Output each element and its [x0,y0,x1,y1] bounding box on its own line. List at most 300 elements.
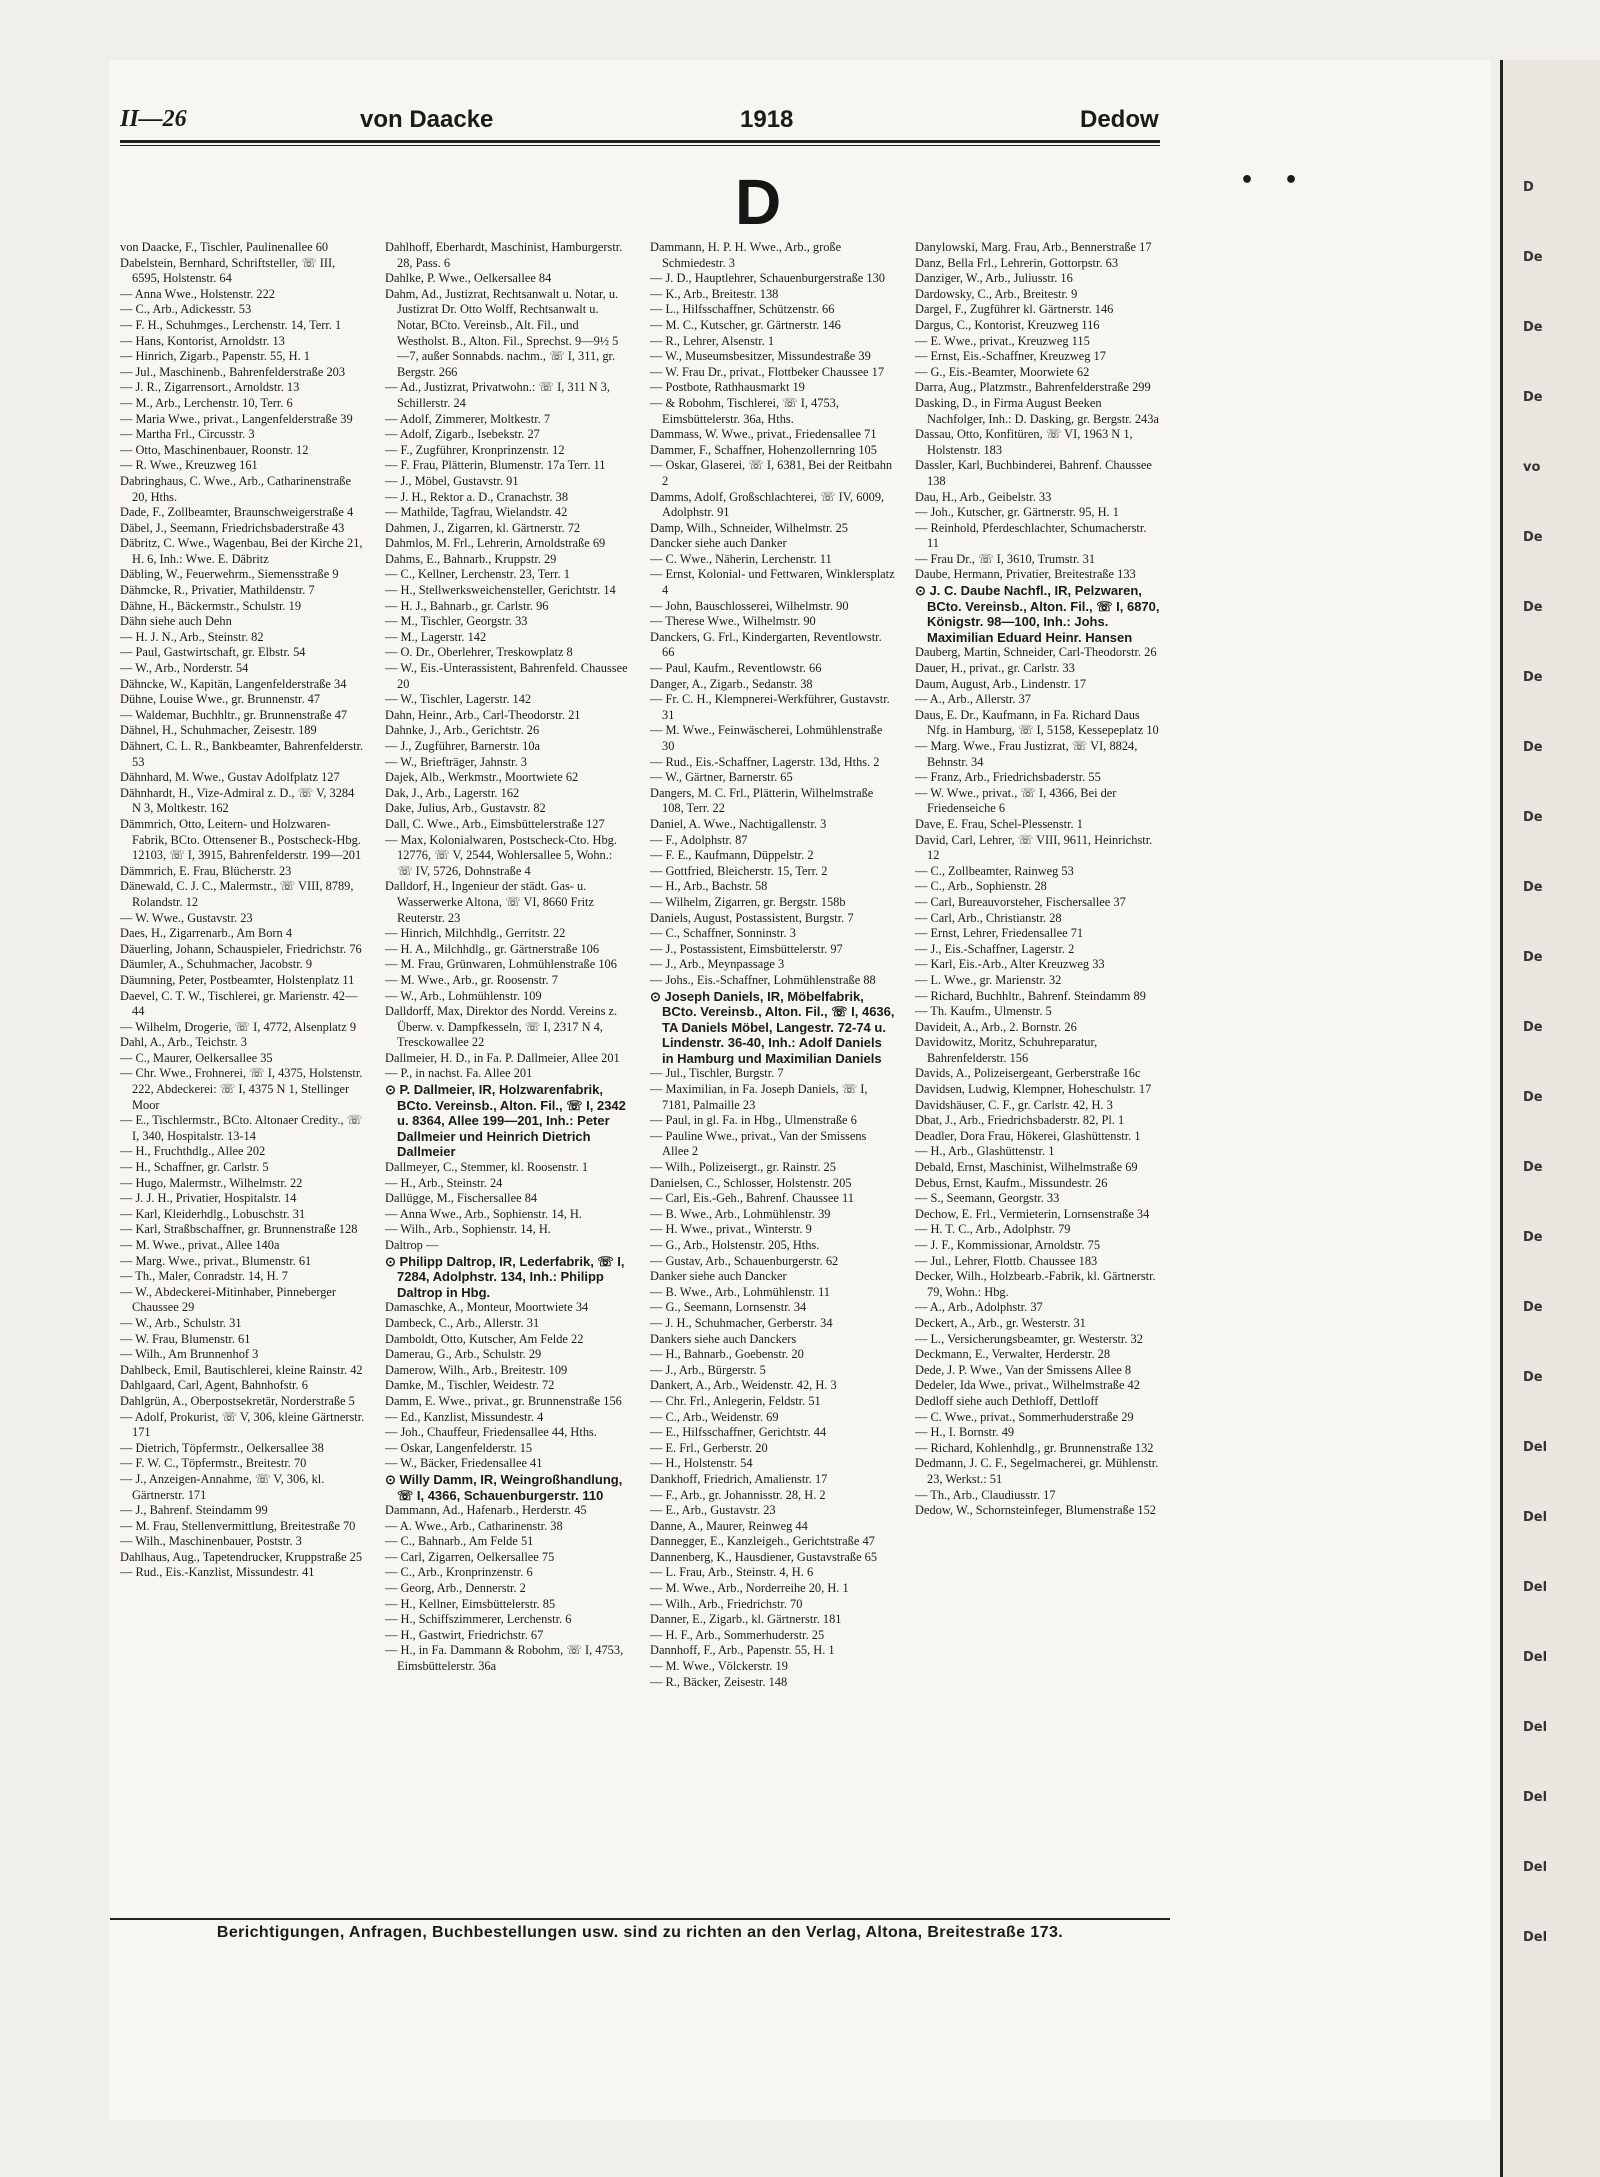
directory-entry: Dähncke, W., Kapitän, Langenfelderstraße 34 [120,676,347,691]
directory-entry: — Wilh., Am Brunnenhof 3 [120,1347,259,1362]
directory-entry: von Daacke, F., Tischler, Paulinenallee 60 [120,240,329,254]
directory-entry: Dajek, Alb., Werkmstr., Moortwiete 62 [385,770,579,785]
page-number: II—26 [120,106,187,132]
directory-entry: Daus, E. Dr., Kaufmann, in Fa. Richard Daus Nfg. in Hamburg, ☏ I, 5158, Kessepeplatz 10 [915,707,1159,738]
directory-entry: Davidowitz, Moritz, Schuhreparatur, Bahrenfelderstr. 156 [915,1035,1098,1065]
edge-mark: Del [1523,1930,1548,1945]
directory-entry: Danger, A., Zigarb., Sedanstr. 38 [650,676,813,691]
directory-entry: — Carl, Zigarren, Oelkersallee 75 [385,1549,555,1564]
directory-entry: — H., Holstenstr. 54 [650,1456,753,1471]
directory-entry: — J., Arb., Bürgerstr. 5 [650,1362,766,1377]
directory-entry: — M. Wwe., privat., Allee 140a [120,1238,280,1252]
directory-entry: — B. Wwe., Arb., Lohmühlenstr. 11 [650,1284,830,1299]
directory-entry: Dassler, Karl, Buchbinderei, Bahrenf. Chaussee 138 [915,458,1152,488]
directory-entry: Dannenberg, K., Hausdiener, Gustavstraße 65 [650,1549,878,1564]
directory-entry: Dake, Julius, Arb., Gustavstr. 82 [385,801,546,816]
directory-entry: Dannegger, E., Kanzleigeh., Gerichtstraße 47 [650,1534,875,1549]
directory-entry: Dahlbeck, Emil, Bautischlerei, kleine Rainstr. 42 [120,1362,363,1377]
directory-entry: Dühne, Louise Wwe., gr. Brunnenstr. 47 [120,692,321,707]
directory-entry: — H., Stellwerksweichensteller, Gerichtstr. 14 [385,583,616,598]
directory-entry: Dabringhaus, C. Wwe., Arb., Catharinenstraße 20, Hths. [120,473,352,504]
column-1 [120,240,365,1905]
directory-entry: Dardowsky, C., Arb., Breitestr. 9 [915,286,1078,301]
directory-entry: Daltrop — [385,1238,439,1252]
edge-mark: De [1523,810,1543,825]
directory-entry: Däbling, W., Feuerwehrm., Siemensstraße 9 [120,567,339,582]
directory-entry: Dankers siehe auch Danckers [650,1331,797,1346]
directory-entry: — F., Arb., gr. Johannisstr. 28, H. 2 [650,1487,826,1502]
directory-entry: — W., Tischler, Lagerstr. 142 [385,692,532,707]
directory-entry: — E. Frl., Gerberstr. 20 [650,1440,768,1455]
directory-entry: Dauberg, Martin, Schneider, Carl-Theodorstr. 26 [915,645,1157,660]
directory-entry: — Paul, Kaufm., Reventlowstr. 66 [650,661,822,676]
directory-entry: Dahl, A., Arb., Teichstr. 3 [120,1035,247,1050]
directory-entry: — John, Bauschlosserei, Wilhelmstr. 90 [650,598,849,613]
edge-mark: D [1523,180,1534,195]
directory-entry: — Karl, Kleiderhdlg., Lobuschstr. 31 [120,1206,306,1221]
directory-entry: — F. H., Schuhmges., Lerchenstr. 14, Terr. 1 [120,317,342,332]
directory-entry: — Carl, Eis.-Geh., Bahrenf. Chaussee 11 [650,1191,854,1206]
right-heading: Dedow [1080,106,1159,133]
directory-entry: — Th., Arb., Claudiusstr. 17 [915,1487,1056,1502]
directory-entry: — W., Arb., Lohmühlenstr. 109 [385,988,542,1003]
directory-entry: — Reinhold, Pferdeschlachter, Schumacherstr. 11 [915,520,1147,551]
directory-entry: — Rud., Eis.-Kanzlist, Missundestr. 41 [120,1565,315,1580]
directory-entry: — Paul, in gl. Fa. in Hbg., Ulmenstraße 6 [650,1113,857,1128]
directory-entry: — G., Seemann, Lornsenstr. 34 [650,1300,807,1315]
directory-entry: Dannhoff, F., Arb., Papenstr. 55, H. 1 [650,1643,835,1658]
directory-entry: Damboldt, Otto, Kutscher, Am Felde 22 [385,1331,584,1346]
directory-entry: Daevel, C. T. W., Tischlerei, gr. Marienstr. 42—44 [120,988,358,1019]
directory-entry: — K., Arb., Breitestr. 138 [650,286,779,301]
directory-entry: — W. Frau Dr., privat., Flottbeker Chaussee 17 [650,364,885,379]
directory-entry: — Hugo, Malermstr., Wilhelmstr. 22 [120,1175,303,1190]
edge-mark: Del [1523,1580,1548,1595]
directory-entry: Dargus, C., Kontorist, Kreuzweg 116 [915,317,1100,332]
edge-mark: De [1523,1370,1543,1385]
directory-entry: — C., Zollbeamter, Rainweg 53 [915,863,1074,878]
directory-entry: — Hans, Kontorist, Arnoldstr. 13 [120,333,285,348]
edge-mark: De [1523,1300,1543,1315]
directory-entry: — Wilh., Arb., Sophienstr. 14, H. [385,1222,551,1237]
directory-entry: Dedloff siehe auch Dethloff, Dettloff [915,1393,1099,1408]
directory-entry: Davidshäuser, C. F., gr. Carlstr. 42, H. 3 [915,1097,1113,1112]
directory-entry: — O. Dr., Oberlehrer, Treskowplatz 8 [385,645,573,660]
directory-entry: — M. Wwe., Arb., Norderreihe 20, H. 1 [650,1581,849,1596]
directory-entry: — M. Wwe., Arb., gr. Roosenstr. 7 [385,972,558,987]
directory-entry: — H., Arb., Steinstr. 24 [385,1175,503,1190]
directory-entry: — H., Arb., Bachstr. 58 [650,879,768,894]
decorative-dots: •• [1240,168,1329,193]
directory-entry: — W., Bäcker, Friedensallee 41 [385,1456,543,1471]
directory-entry: Dedeler, Ida Wwe., privat., Wilhelmstraße 42 [915,1378,1140,1393]
edge-mark: De [1523,530,1543,545]
directory-entry: — H., Arb., Glashüttenstr. 1 [915,1144,1055,1159]
directory-entry: Dallmeier, H. D., in Fa. P. Dallmeier, Allee 201 [385,1050,620,1065]
header-rule-thin [120,145,1160,146]
directory-entry: — J., Möbel, Gustavstr. 91 [385,473,519,488]
directory-entry: Decker, Wilh., Holzbearb.-Fabrik, kl. Gärtnerstr. 79, Wohn.: Hbg. [915,1269,1156,1299]
directory-entry: ⊙ Joseph Daniels, IR, Möbelfabrik, BCto. Vereinsb., Alton. Fil., ☏ I, 4636, TA Daniels Möbel, Langestr. 72-74 u. Lindenstr. 36-40, Inh.: Adolf Daniels in Hamburg und Maximilian Daniels [650,988,895,1066]
directory-entry: Dede, J. P. Wwe., Van der Smissens Allee 8 [915,1362,1132,1377]
directory-entry: — C., Schaffner, Sonninstr. 3 [650,926,796,941]
directory-entry: Dedow, W., Schornsteinfeger, Blumenstraße 152 [915,1503,1156,1518]
directory-entry: — C., Maurer, Oelkersallee 35 [120,1050,273,1065]
directory-entry: Dargel, F., Zugführer kl. Gärtnerstr. 146 [915,302,1114,317]
directory-entry: — R., Lehrer, Alsenstr. 1 [650,333,775,348]
directory-entry: — J. R., Zigarrensort., Arnoldstr. 13 [120,380,300,395]
directory-entry: Dabelstein, Bernhard, Schriftsteller, ☏ III, 6595, Holstenstr. 64 [120,255,336,286]
edge-mark: De [1523,600,1543,615]
directory-entry: — A. Wwe., Arb., Catharinenstr. 38 [385,1518,563,1533]
directory-entry: — C. Wwe., Näherin, Lerchenstr. 11 [650,551,832,566]
directory-entry: Damm, E. Wwe., privat., gr. Brunnenstraße 156 [385,1393,622,1408]
edge-mark: Del [1523,1440,1548,1455]
directory-entry: — Max, Kolonialwaren, Postscheck-Cto. Hbg. 12776, ☏ V, 2544, Wohlersallee 5, Wohn.: ☏ IV, 5726, Dohnstraße 4 [385,832,617,878]
directory-entry: — Ad., Justizrat, Privatwohn.: ☏ I, 311 N 3, Schillerstr. 24 [385,380,610,410]
edge-mark: De [1523,1020,1543,1035]
directory-entry: Dasking, D., in Firma August Beeken Nachfolger, Inh.: D. Dasking, gr. Bergstr. 243a [915,395,1159,426]
directory-entry: Danz, Bella Frl., Lehrerin, Gottorpstr. 63 [915,255,1119,270]
directory-entry: — Pauline Wwe., privat., Van der Smissens Allee 2 [650,1128,867,1159]
directory-entry: — H., Gastwirt, Friedrichstr. 67 [385,1627,544,1642]
directory-entry: — E., Arb., Gustavstr. 23 [650,1503,776,1518]
directory-entry: — R. Wwe., Kreuzweg 161 [120,458,258,473]
directory-entry: — Carl, Arb., Christianstr. 28 [915,910,1062,925]
directory-entry: Damaschke, A., Monteur, Moortwiete 34 [385,1300,589,1315]
running-head [120,100,1160,140]
directory-entry: Danziger, W., Arb., Juliusstr. 16 [915,271,1073,286]
directory-entry: — Oskar, Langenfelderstr. 15 [385,1440,533,1455]
directory-entry: Dahlhoff, Eberhardt, Maschinist, Hamburgerstr. 28, Pass. 6 [385,240,623,270]
directory-entry: — W. Wwe., privat., ☏ I, 4366, Bei der Friedenseiche 6 [915,785,1117,816]
directory-entry: — R., Bäcker, Zeisestr. 148 [650,1674,788,1689]
directory-entry: — Waldemar, Buchhltr., gr. Brunnenstraße 47 [120,707,348,722]
directory-entry: Daes, H., Zigarrenarb., Am Born 4 [120,926,293,941]
directory-entry: — B. Wwe., Arb., Lohmühlenstr. 39 [650,1206,831,1221]
directory-entry: ⊙ J. C. Daube Nachfl., IR, Pelzwaren, BCto. Vereinsb., Alton. Fil., ☏ I, 6870, Königstr. 98—100, Inh.: Johs. Maximilian Eduard Heinr. Hansen [915,583,1160,645]
directory-entry: Dbat, J., Arb., Friedrichsbaderstr. 82, Pl. 1 [915,1113,1125,1128]
directory-entry: Darra, Aug., Platzmstr., Bahrenfelderstraße 299 [915,380,1151,395]
directory-entry: Dammer, F., Schaffner, Hohenzollernring 105 [650,442,877,457]
directory-entry: — Jul., Tischler, Burgstr. 7 [650,1066,784,1081]
directory-entry: Däumler, A., Schuhmacher, Jacobstr. 9 [120,957,313,972]
directory-entry: — C. Wwe., privat., Sommerhuderstraße 29 [915,1409,1134,1424]
directory-entry: Dankhoff, Friedrich, Amalienstr. 17 [650,1471,828,1486]
directory-entry: Danner, E., Zigarb., kl. Gärtnerstr. 181 [650,1612,842,1627]
directory-entry: — Mathilde, Tagfrau, Wielandstr. 42 [385,505,568,520]
directory-entry: — H. F., Arb., Sommerhuderstr. 25 [650,1627,825,1642]
directory-entry: — Adolf, Zimmerer, Moltkestr. 7 [385,411,551,426]
directory-entry: Dassau, Otto, Konfitüren, ☏ VI, 1963 N 1, Holstenstr. 183 [915,427,1133,457]
directory-entry: Däbel, J., Seemann, Friedrichsbaderstraße 43 [120,520,345,535]
directory-entry: Dahlhaus, Aug., Tapetendrucker, Kruppstraße 25 [120,1549,363,1564]
directory-entry: — H. J., Bahnarb., gr. Carlstr. 96 [385,598,549,613]
directory-entry: — H., Schiffszimmerer, Lerchenstr. 6 [385,1612,572,1627]
directory-entry: — F., Adolphstr. 87 [650,832,748,847]
directory-entry: Dähnel, H., Schuhmacher, Zeisestr. 189 [120,723,317,738]
directory-entry: — Postbote, Rathhausmarkt 19 [650,380,805,395]
edge-mark: De [1523,390,1543,405]
directory-entry: — H., Fruchthdlg., Allee 202 [120,1144,266,1159]
directory-entry: — W. Wwe., Gustavstr. 23 [120,910,253,925]
edge-mark: De [1523,670,1543,685]
directory-entry: — Joh., Chauffeur, Friedensallee 44, Hths. [385,1425,597,1440]
directory-entry: — W., Arb., Norderstr. 54 [120,661,249,676]
directory-entry: Damke, M., Tischler, Weidestr. 72 [385,1378,555,1393]
section-letter: D [735,166,782,238]
directory-entry: ⊙ P. Dallmeier, IR, Holzwarenfabrik, BCto. Vereinsb., Alton. Fil., ☏ I, 2342 u. 8364, Allee 199—201, Inh.: Peter Dallmeier und Heinrich Dietrich Dallmeier [385,1082,626,1160]
directory-entry: — Chr. Frl., Anlegerin, Feldstr. 51 [650,1393,821,1408]
edge-mark: De [1523,880,1543,895]
directory-entry: — Franz, Arb., Friedrichsbaderstr. 55 [915,770,1101,785]
directory-entry: — Johs., Eis.-Schaffner, Lohmühlenstraße 88 [650,972,876,987]
directory-entry: Dähne, H., Bäckermstr., Schulstr. 19 [120,598,302,613]
directory-entry: — H., Bahnarb., Goebenstr. 20 [650,1347,804,1362]
directory-entry: — H. Wwe., privat., Winterstr. 9 [650,1222,812,1237]
directory-entry: — W. Frau, Blumenstr. 61 [120,1331,251,1346]
directory-entry: — Dietrich, Töpfermstr., Oelkersallee 38 [120,1440,324,1455]
directory-entry: Dähmcke, R., Privatier, Mathildenstr. 7 [120,583,315,598]
directory-entry: — Wilhelm, Drogerie, ☏ I, 4772, Alsenplatz 9 [120,1019,357,1034]
directory-entry: Dahm, Ad., Justizrat, Rechtsanwalt u. Notar, u. Justizrat Dr. Otto Wolff, Rechtsanwalt u. Notar, BCto. Vereinsb., Alt. Fil., und Westholst. B., Alton. Fil., Sprechst. 9—9½ 5—7, außer Sonnabds. nachm., ☏ I, 311, gr. Bergstr. 266 [385,286,619,379]
directory-entry: — C., Arb., Adickesstr. 53 [120,302,252,317]
directory-entry: — Maximilian, in Fa. Joseph Daniels, ☏ I, 7181, Palmaille 23 [650,1082,868,1112]
directory-entry: Daniels, August, Postassistent, Burgstr. 7 [650,910,854,925]
directory-entry: Dall, C. Wwe., Arb., Eimsbüttelerstraße 127 [385,816,605,831]
directory-entry: — Anna Wwe., Holstenstr. 222 [120,286,275,301]
directory-entry: — Georg, Arb., Dennerstr. 2 [385,1581,526,1596]
directory-entry: — F., Zugführer, Kronprinzenstr. 12 [385,442,565,457]
directory-entry: — Frau Dr., ☏ I, 3610, Trumstr. 31 [915,551,1096,566]
directory-entry: — L., Hilfsschaffner, Schützenstr. 66 [650,302,835,317]
directory-entry: — Otto, Maschinenbauer, Roonstr. 12 [120,442,309,457]
next-page-edge [1500,60,1600,2177]
directory-entry: — Wilh., Arb., Friedrichstr. 70 [650,1596,803,1611]
edge-mark: De [1523,950,1543,965]
directory-entry: — J. H., Schuhmacher, Gerberstr. 34 [650,1315,833,1330]
directory-entry: — Marg. Wwe., privat., Blumenstr. 61 [120,1253,312,1268]
edge-mark: Del [1523,1720,1548,1735]
directory-entry: — F. W. C., Töpfermstr., Breitestr. 70 [120,1456,307,1471]
directory-entry: — Jul., Maschinenb., Bahrenfelderstraße 203 [120,364,346,379]
directory-entry: Dähnert, C. L. R., Bankbeamter, Bahrenfelderstr. 53 [120,739,364,769]
directory-entry: — Gustav, Arb., Schauenburgerstr. 62 [650,1253,839,1268]
directory-entry: — M., Arb., Lerchenstr. 10, Terr. 6 [120,395,293,410]
directory-entry: Dänewald, C. J. C., Malermstr., ☏ VIII, 8789, Rolandstr. 12 [120,879,354,909]
directory-entry: Dämmrich, E. Frau, Blücherstr. 23 [120,863,292,878]
directory-entry: — J. J. H., Privatier, Hospitalstr. 14 [120,1191,297,1206]
directory-entry: Dahmlos, M. Frl., Lehrerin, Arnoldstraße 69 [385,536,606,551]
directory-entry: — & Robohm, Tischlerei, ☏ I, 4753, Eimsbüttelerstr. 36a, Hths. [650,395,839,426]
directory-entry: Damp, Wilh., Schneider, Wilhelmstr. 25 [650,520,848,535]
directory-entry: Dämmrich, Otto, Leitern- und Holzwaren-Fabrik, BCto. Ottensener B., Postscheck-Hbg. 12103, ☏ I, 3915, Bahrenfelderstr. 199—201 [120,816,362,863]
directory-entry: Daniel, A. Wwe., Nachtigallenstr. 3 [650,816,827,831]
directory-entry: — M. Wwe., Völckerstr. 19 [650,1659,788,1674]
edge-mark: De [1523,1090,1543,1105]
directory-entry: Davids, A., Polizeisergeant, Gerberstraße 16c [915,1066,1141,1081]
directory-entry: — G., Eis.-Beamter, Moorwiete 62 [915,364,1090,379]
directory-entry: — F. E., Kaufmann, Düppelstr. 2 [650,848,814,863]
directory-entry: Dahlgrün, A., Oberpostsekretär, Norderstraße 5 [120,1393,355,1408]
directory-entry: — J., Zugführer, Barnerstr. 10a [385,739,541,753]
edge-mark: Del [1523,1510,1548,1525]
directory-entry: Dak, J., Arb., Lagerstr. 162 [385,785,520,800]
directory-entry: Dauer, H., privat., gr. Carlstr. 33 [915,661,1075,676]
directory-entry: — Wilhelm, Zigarren, gr. Bergstr. 158b [650,894,846,909]
column-4 [915,240,1160,1905]
directory-entry: Dahlke, P. Wwe., Oelkersallee 84 [385,271,552,286]
directory-entry: Dalldorff, Max, Direktor des Nordd. Vereins z. Überw. v. Dampfkesseln, ☏ I, 2317 N 4, Tresckowallee 22 [385,1004,618,1050]
directory-entry: Dahlgaard, Carl, Agent, Bahnhofstr. 6 [120,1378,308,1393]
directory-entry: Dankert, A., Arb., Weidenstr. 42, H. 3 [650,1378,837,1393]
directory-entry: — J., Eis.-Schaffner, Lagerstr. 2 [915,941,1075,956]
edge-mark: Del [1523,1860,1548,1875]
directory-entry: — W., Eis.-Unterassistent, Bahrenfeld. Chaussee 20 [385,661,628,691]
directory-entry: Dahmen, J., Zigarren, kl. Gärtnerstr. 72 [385,520,581,535]
directory-entry: — M. Frau, Grünwaren, Lohmühlenstraße 106 [385,957,617,972]
edge-mark: De [1523,740,1543,755]
directory-entry: — C., Arb., Sophienstr. 28 [915,879,1047,894]
directory-entry: — Carl, Bureauvorsteher, Fischersallee 37 [915,894,1126,909]
directory-entry: Dammann, Ad., Hafenarb., Herderstr. 45 [385,1503,587,1518]
directory-entry: Damerow, Wilh., Arb., Breitestr. 109 [385,1362,568,1377]
directory-entry: — Wilh., Polizeisergt., gr. Rainstr. 25 [650,1160,836,1175]
directory-entry: — Oskar, Glaserei, ☏ I, 6381, Bei der Reitbahn 2 [650,458,893,488]
directory-entry: — Marg. Wwe., Frau Justizrat, ☏ VI, 8824, Behnstr. 34 [915,739,1138,769]
directory-entry: Dahms, E., Bahnarb., Kruppstr. 29 [385,551,557,566]
directory-entry: — M., Tischler, Georgstr. 33 [385,614,528,629]
directory-entry: — Joh., Kutscher, gr. Gärtnerstr. 95, H. 1 [915,505,1119,520]
directory-entry: — E., Hilfsschaffner, Gerichtstr. 44 [650,1425,827,1440]
directory-entry: — Ernst, Eis.-Schaffner, Kreuzweg 17 [915,349,1106,364]
directory-entry: Danne, A., Maurer, Reinweg 44 [650,1518,808,1533]
directory-entry: Danielsen, C., Schlosser, Holstenstr. 205 [650,1175,852,1190]
directory-entry: — Gottfried, Bleicherstr. 15, Terr. 2 [650,863,828,878]
directory-entry: — E. Wwe., privat., Kreuzweg 115 [915,333,1090,348]
directory-entry: ⊙ Willy Damm, IR, Weingroßhandlung, ☏ I, 4366, Schauenburgerstr. 110 [385,1471,623,1503]
directory-entry: — Martha Frl., Circusstr. 3 [120,427,255,442]
directory-entry: Dade, F., Zollbeamter, Braunschweigerstraße 4 [120,505,354,520]
directory-entry: Deckmann, E., Verwalter, Herderstr. 28 [915,1347,1111,1362]
directory-entry: — L. Wwe., gr. Marienstr. 32 [915,972,1062,987]
directory-entry: — Ernst, Lehrer, Friedensallee 71 [915,926,1084,941]
directory-entry: — H. T. C., Arb., Adolphstr. 79 [915,1222,1071,1237]
directory-entry: — Ed., Kanzlist, Missundestr. 4 [385,1409,544,1424]
directory-entry: — W., Abdeckerei-Mitinhaber, Pinneberger Chaussee 29 [120,1284,337,1315]
edge-mark: De [1523,1160,1543,1175]
directory-entry: — Therese Wwe., Wilhelmstr. 90 [650,614,816,629]
directory-entry: — Hinrich, Milchhdlg., Gerritstr. 22 [385,926,566,941]
directory-entry: Dangers, M. C. Frl., Plätterin, Wilhelmstraße 108, Terr. 22 [650,785,874,816]
directory-entry: — H., Kellner, Eimsbüttelerstr. 85 [385,1596,556,1611]
directory-entry: Dechow, E. Frl., Vermieterin, Lornsenstraße 34 [915,1206,1150,1221]
directory-entry: Danckers, G. Frl., Kindergarten, Reventlowstr. 66 [650,629,882,660]
directory-entry: Dähnhard, M. Wwe., Gustav Adolfplatz 127 [120,770,340,785]
directory-entry: — J., Postassistent, Eimsbüttelerstr. 97 [650,941,843,956]
directory-entry: — H. A., Milchhdlg., gr. Gärtnerstraße 106 [385,941,600,956]
directory-entry: — W., Gärtner, Barnerstr. 65 [650,770,793,785]
directory-entry: Deadler, Dora Frau, Hökerei, Glashüttenstr. 1 [915,1128,1141,1143]
directory-entry: Dambeck, C., Arb., Allerstr. 31 [385,1315,540,1330]
directory-entry: Dallügge, M., Fischersallee 84 [385,1191,538,1206]
directory-entry: — Jul., Lehrer, Flottb. Chaussee 183 [915,1253,1098,1268]
directory-entry: Danylowski, Marg. Frau, Arb., Bennerstraße 17 [915,240,1152,254]
directory-entry: Danker siehe auch Dancker [650,1269,787,1284]
directory-entry: Daum, August, Arb., Lindenstr. 17 [915,676,1087,691]
directory-entry: — J., Arb., Meynpassage 3 [650,957,785,972]
directory-entry: — C., Arb., Weidenstr. 69 [650,1409,779,1424]
directory-entry: — Hinrich, Zigarb., Papenstr. 55, H. 1 [120,349,310,364]
directory-entry: — L., Versicherungsbeamter, gr. Westerstr. 32 [915,1331,1143,1346]
directory-entry: — P., in nachst. Fa. Allee 201 [385,1066,533,1081]
directory-entry: — Richard, Kohlenhdlg., gr. Brunnenstraße 132 [915,1440,1154,1455]
directory-entry: — F. Frau, Plätterin, Blumenstr. 17a Terr. 11 [385,458,606,473]
directory-entry: — G., Arb., Holstenstr. 205, Hths. [650,1238,820,1252]
directory-entry: — H., I. Bornstr. 49 [915,1425,1015,1440]
directory-entry: Dahnke, J., Arb., Gerichtstr. 26 [385,723,540,738]
directory-entry: — Karl, Eis.-Arb., Alter Kreuzweg 33 [915,957,1105,972]
directory-entry: — Paul, Gastwirtschaft, gr. Elbstr. 54 [120,645,306,660]
directory-entry: — Anna Wwe., Arb., Sophienstr. 14, H. [385,1206,582,1221]
directory-entry: Dähn siehe auch Dehn [120,614,232,629]
directory-entry: — H., Schaffner, gr. Carlstr. 5 [120,1160,269,1175]
directory-entry: — Maria Wwe., privat., Langenfelderstraße 39 [120,411,353,426]
directory-entry: — H. J. N., Arb., Steinstr. 82 [120,629,264,644]
column-3 [650,240,895,1905]
directory-entry: — M. C., Kutscher, gr. Gärtnerstr. 146 [650,317,841,332]
directory-entry: — Th., Maler, Conradstr. 14, H. 7 [120,1269,288,1284]
directory-entry: — J. H., Rektor a. D., Cranachstr. 38 [385,489,569,504]
directory-entry: Dalldorf, H., Ingenieur der städt. Gas- u. Wasserwerke Altona, ☏ VI, 8660 Fritz Reuterstr. 23 [385,879,594,925]
directory-entry: — C., Bahnarb., Am Felde 51 [385,1534,534,1549]
edge-mark: De [1523,320,1543,335]
directory-entry: Däbritz, C. Wwe., Wagenbau, Bei der Kirche 21, H. 6, Inh.: Wwe. E. Däbritz [120,536,363,566]
column-2 [385,240,630,1905]
directory-entry: — C., Kellner, Lerchenstr. 23, Terr. 1 [385,567,570,582]
directory-entry: Dähnhardt, H., Vize-Admiral z. D., ☏ V, 3284 N 3, Moltkestr. 162 [120,785,355,816]
directory-entry: — Chr. Wwe., Frohnerei, ☏ I, 4375, Holstenstr. 222, Abdeckerei: ☏ I, 4375 N 1, Stellinger Moor [120,1066,363,1112]
directory-entry: Debus, Ernst, Kaufm., Missundestr. 26 [915,1175,1108,1190]
directory-entry: Dave, E. Frau, Schel-Plessenstr. 1 [915,816,1083,831]
directory-entry: — Richard, Buchhltr., Bahrenf. Steindamm 89 [915,988,1146,1003]
directory-entry: Dallmeyer, C., Stemmer, kl. Roosenstr. 1 [385,1160,589,1175]
directory-entry: Dancker siehe auch Danker [650,536,787,551]
directory-entry: Däumning, Peter, Postbeamter, Holstenplatz 11 [120,972,355,987]
directory-entry: — J., Bahrenf. Steindamm 99 [120,1503,268,1518]
directory-entry: Debald, Ernst, Maschinist, Wilhelmstraße 69 [915,1160,1138,1175]
directory-entry: Daube, Hermann, Privatier, Breitestraße 133 [915,567,1136,582]
edge-mark: Del [1523,1790,1548,1805]
directory-entry: — A., Arb., Adolphstr. 37 [915,1300,1043,1315]
directory-entry: — C., Arb., Kronprinzenstr. 6 [385,1565,533,1580]
edge-mark: De [1523,250,1543,265]
directory-entry: — W., Briefträger, Jahnstr. 3 [385,754,527,769]
directory-entry: — M. Frau, Stellenvermittlung, Breitestraße 70 [120,1518,356,1533]
directory-entry: — S., Seemann, Georgstr. 33 [915,1191,1060,1206]
directory-entry: Däuerling, Johann, Schauspieler, Friedrichstr. 76 [120,941,362,956]
directory-entry: Davideit, A., Arb., 2. Bornstr. 26 [915,1019,1077,1034]
directory-entry: Damms, Adolf, Großschlachterei, ☏ IV, 6009, Adolphstr. 91 [650,489,885,520]
directory-entry: — L. Frau, Arb., Steinstr. 4, H. 6 [650,1565,814,1580]
directory-entry: — W., Museumsbesitzer, Missundestraße 39 [650,349,871,364]
directory-entry: — Ernst, Kolonial- und Fettwaren, Winklersplatz 4 [650,567,895,598]
directory-entry: — A., Arb., Allerstr. 37 [915,692,1031,707]
directory-entry: Dau, H., Arb., Geibelstr. 33 [915,489,1052,504]
directory-entry: — W., Arb., Schulstr. 31 [120,1315,242,1330]
directory-entry: — Adolf, Prokurist, ☏ V, 306, kleine Gärtnerstr. 171 [120,1409,365,1440]
year-heading: 1918 [740,106,794,133]
